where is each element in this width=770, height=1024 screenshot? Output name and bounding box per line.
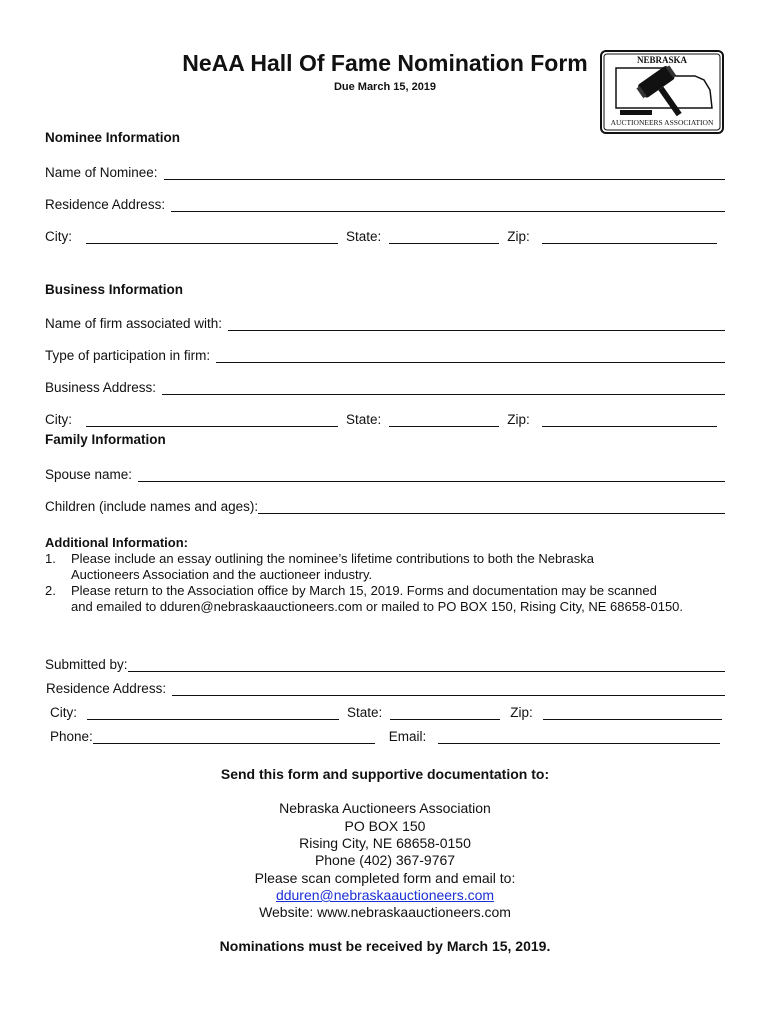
business-participation-row xyxy=(45,345,725,363)
business-address-label: Business Address: xyxy=(45,380,157,395)
additional-item: 1. Please include an essay outlining the nominee’s lifetime contributions to both the Nebraska Auctioneers Association and the auctioneer industry. xyxy=(45,551,594,582)
nominee-state-field[interactable] xyxy=(389,229,499,244)
nominee-state-label: State: xyxy=(346,229,382,244)
send-email-link[interactable]: dduren@nebraskaauctioneers.com xyxy=(275,887,495,903)
send-po-box: PO BOX 150 xyxy=(344,818,426,834)
submitted-by-field[interactable] xyxy=(128,657,725,672)
business-participation-field[interactable] xyxy=(216,348,725,363)
submitter-city-field[interactable] xyxy=(87,705,339,720)
submitter-phone-label: Phone: xyxy=(50,729,93,744)
nominee-name-row xyxy=(45,162,725,180)
submitter-address-label: Residence Address: xyxy=(46,681,167,696)
submitter-city-row xyxy=(50,702,722,720)
submitted-by-row xyxy=(45,654,725,672)
submitter-phone-field[interactable] xyxy=(93,729,375,744)
family-spouse-label: Spouse name: xyxy=(45,467,133,482)
business-firm-field[interactable] xyxy=(228,316,725,331)
family-spouse-row xyxy=(45,464,725,482)
nominee-heading: Nominee Information xyxy=(45,130,181,145)
business-city-row xyxy=(45,409,717,427)
submitter-email-label: Email: xyxy=(388,729,427,744)
send-scan-note: Please scan completed form and email to: xyxy=(254,870,516,886)
submitter-address-row xyxy=(46,678,725,696)
nominee-city-field[interactable] xyxy=(86,229,338,244)
business-firm-label: Name of firm associated with: xyxy=(45,316,223,331)
business-zip-label: Zip: xyxy=(507,412,530,427)
nominee-name-field[interactable] xyxy=(164,165,725,180)
submitter-zip-field[interactable] xyxy=(543,705,722,720)
nominee-address-label: Residence Address: xyxy=(45,197,166,212)
additional-info xyxy=(45,535,735,615)
business-state-label: State: xyxy=(346,412,382,427)
business-state-field[interactable] xyxy=(389,412,499,427)
send-website: Website: www.nebraskaauctioneers.com xyxy=(259,904,511,920)
due-date: Due March 15, 2019 xyxy=(333,81,437,93)
send-email-row xyxy=(0,887,770,903)
page-title: NeAA Hall Of Fame Nomination Form xyxy=(182,50,588,76)
nominee-zip-label: Zip: xyxy=(507,229,530,244)
nominee-city-row xyxy=(45,226,717,244)
business-zip-field[interactable] xyxy=(542,412,717,427)
send-phone: Phone (402) 367-9767 xyxy=(314,852,456,868)
submitter-address-field[interactable] xyxy=(172,681,725,696)
gavel-map-icon xyxy=(600,50,724,134)
submitter-state-label: State: xyxy=(347,705,383,720)
nominee-city-label: City: xyxy=(45,229,72,244)
family-children-row xyxy=(45,496,725,514)
submitter-zip-label: Zip: xyxy=(510,705,533,720)
nominee-address-field[interactable] xyxy=(171,197,725,212)
family-children-field[interactable] xyxy=(258,499,725,514)
nominee-zip-field[interactable] xyxy=(542,229,717,244)
svg-text:NEBRASKA: NEBRASKA xyxy=(636,55,688,65)
submitter-email-field[interactable] xyxy=(438,729,720,744)
business-address-row xyxy=(45,377,725,395)
business-participation-label: Type of participation in firm: xyxy=(45,348,211,363)
family-spouse-field[interactable] xyxy=(138,467,725,482)
nebraska-auctioneers-logo xyxy=(600,50,724,134)
business-city-label: City: xyxy=(45,412,72,427)
send-city: Rising City, NE 68658-0150 xyxy=(299,835,471,851)
submitted-by-label: Submitted by: xyxy=(45,657,128,672)
family-children-label: Children (include names and ages): xyxy=(45,499,259,514)
business-firm-row xyxy=(45,313,725,331)
submitter-state-field[interactable] xyxy=(390,705,500,720)
nominee-address-row xyxy=(45,194,725,212)
nominee-name-label: Name of Nominee: xyxy=(45,165,158,180)
submitter-city-label: City: xyxy=(50,705,77,720)
family-heading: Family Information xyxy=(45,432,166,447)
additional-item: 2. Please return to the Association office by March 15, 2019. Forms and documentation may be scanned and emailed to dduren@nebraskaauctioneers.com or mailed to PO BOX 150, Rising City, NE 68658-0150. xyxy=(45,583,684,614)
deadline-note: Nominations must be received by March 15, 2019. xyxy=(219,938,551,954)
additional-heading: Additional Information: xyxy=(45,535,188,550)
business-heading: Business Information xyxy=(45,282,184,297)
svg-text:AUCTIONEERS ASSOCIATION: AUCTIONEERS ASSOCIATION xyxy=(610,118,714,127)
send-heading: Send this form and supportive documentation to: xyxy=(220,766,550,782)
submitter-phone-row xyxy=(50,726,720,744)
business-city-field[interactable] xyxy=(86,412,338,427)
send-org: Nebraska Auctioneers Association xyxy=(279,800,491,816)
business-address-field[interactable] xyxy=(162,380,725,395)
